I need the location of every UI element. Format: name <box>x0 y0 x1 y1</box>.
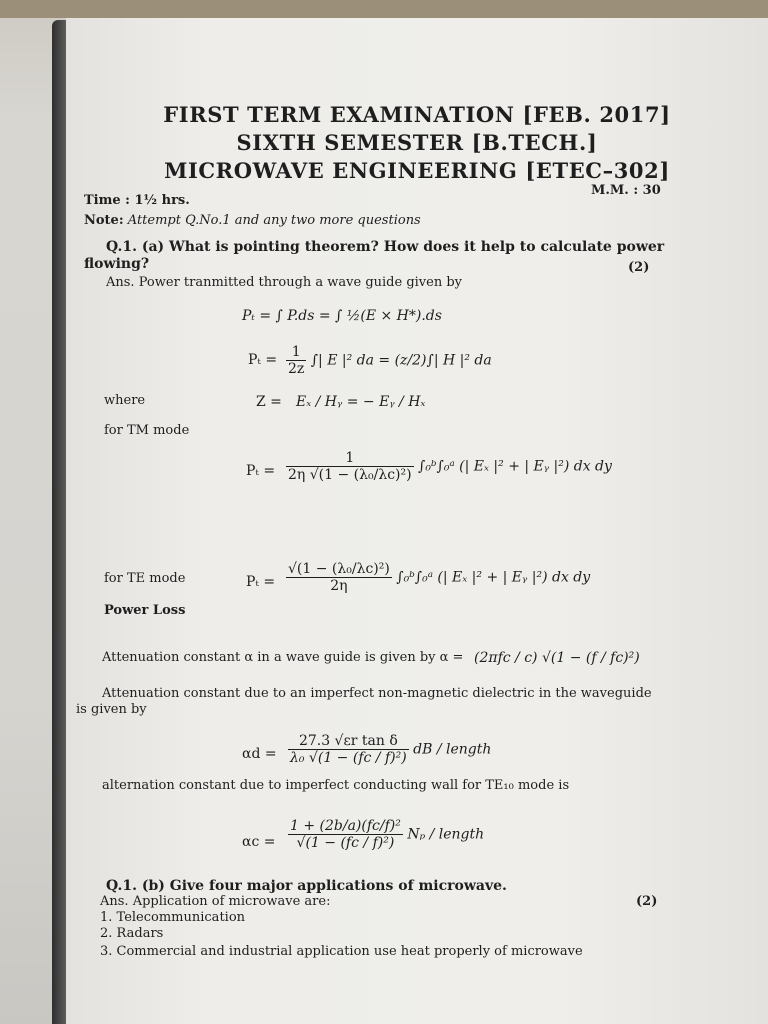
alpha-d-fraction <box>288 733 409 766</box>
equation-te-fraction <box>286 561 392 594</box>
alpha-c-fraction <box>288 818 403 851</box>
equation-te-lhs: Pₜ = <box>246 574 276 590</box>
attenuation-equation: (2πfc / c) √(1 − (f / fc)²) <box>474 650 640 666</box>
alpha-d-lhs: αd = <box>242 746 277 762</box>
q1a-question: Q.1. (a) What is pointing theorem? How does it help to calculate power <box>106 239 665 255</box>
fraction-denominator: 2η <box>330 578 348 594</box>
max-marks: M.M. : 30 <box>591 183 661 198</box>
conducting-wall-text: alternation constant due to imperfect conducting wall for TE₁₀ mode is <box>102 778 570 793</box>
q1b-answer-intro: Ans. Application of microwave are: <box>100 894 331 909</box>
note-text: Attempt Q.No.1 and any two more questions <box>127 213 421 228</box>
alpha-d-equation <box>288 733 491 766</box>
fraction-numerator: 1 + (2b/a)(fc/f)² <box>290 818 401 834</box>
exam-title: FIRST TERM EXAMINATION [FEB. 2017] <box>163 102 671 127</box>
equation-power-integral: Pₜ = ∫ P.ds = ∫ ½(E × H*).ds <box>242 308 442 324</box>
equation-impedance: Eₓ / Hᵧ = − Eᵧ / Hₓ <box>296 394 426 410</box>
fraction-denominator: 2η √(1 − (λ₀/λc)²) <box>288 467 412 483</box>
time-label: Time : 1½ hrs. <box>84 193 190 208</box>
equation-impedance-lhs: Z = <box>256 394 282 410</box>
equation-tm-fraction <box>286 450 414 483</box>
attenuation-text: Attenuation constant α in a wave guide is given by α = <box>102 650 464 665</box>
equation-power-area-fraction <box>286 344 306 377</box>
equation-tm-lhs: Pₜ = <box>246 463 276 479</box>
note-line <box>84 213 421 228</box>
equation-power-area <box>286 344 492 377</box>
fraction-denominator: λ₀ √(1 − (fc / f)²) <box>290 750 407 766</box>
alpha-c-lhs: αc = <box>242 834 276 850</box>
equation-te-integral: ∫₀ᵇ∫₀ᵃ (| Eₓ |² + | Eᵧ |²) dx dy <box>396 569 591 586</box>
list-item: 1. Telecommunication <box>100 910 246 925</box>
exam-page <box>66 18 768 1024</box>
tm-mode-label: for TM mode <box>104 423 190 438</box>
alpha-c-equation <box>288 818 484 851</box>
note-label: Note: <box>84 213 124 228</box>
equation-power-area-rhs: ∫| E |² da = (z/2)∫| H |² da <box>310 352 492 369</box>
subject-title: MICROWAVE ENGINEERING [ETEC–302] <box>164 158 670 183</box>
alpha-d-unit: dB / length <box>413 741 492 758</box>
q1a-answer-intro: Ans. Power tranmitted through a wave guide given by <box>106 275 463 290</box>
equation-te <box>286 561 590 594</box>
equation-tm-integral: ∫₀ᵇ∫₀ᵃ (| Eₓ |² + | Eᵧ |²) dx dy <box>418 458 612 475</box>
where-label: where <box>104 393 146 408</box>
te-mode-label: for TE mode <box>104 571 186 586</box>
list-item: 2. Radars <box>100 926 164 941</box>
dielectric-attenuation-text-cont: is given by <box>76 702 147 717</box>
q1a-marks: (2) <box>628 260 650 275</box>
fraction-numerator: √(1 − (λ₀/λc)²) <box>288 561 390 577</box>
equation-tm <box>286 450 612 483</box>
dielectric-attenuation-text: Attenuation constant due to an imperfect non-magnetic dielectric in the waveguide <box>102 686 652 701</box>
q1b-marks: (2) <box>636 894 658 909</box>
fraction-denominator: √(1 − (fc / f)²) <box>296 835 395 851</box>
equation-power-area-lhs: Pₜ = <box>248 352 278 368</box>
q1a-question-cont: flowing? <box>84 256 150 272</box>
power-loss-heading: Power Loss <box>104 603 186 618</box>
alpha-c-unit: Nₚ / length <box>407 826 485 843</box>
fraction-denominator: 2z <box>288 361 305 377</box>
q1b-question: Q.1. (b) Give four major applications of microwave. <box>106 878 507 894</box>
page-content <box>66 18 768 1024</box>
fraction-numerator: 1 <box>286 450 414 467</box>
list-item: 3. Commercial and industrial application use heat properly of microwave <box>100 944 583 959</box>
fraction-numerator: 27.3 √εr tan δ <box>288 733 409 750</box>
fraction-numerator: 1 <box>286 344 306 361</box>
semester-title: SIXTH SEMESTER [B.TECH.] <box>236 130 598 155</box>
